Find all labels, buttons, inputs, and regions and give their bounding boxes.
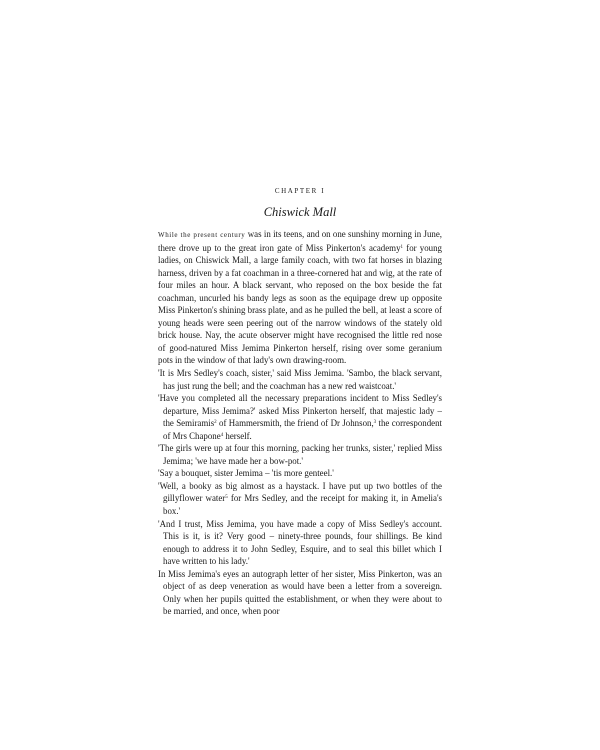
paragraph-text: for young ladies, on Chiswick Mall, a large family coach, with two fat horses in blazing harness, driven by a fat coachman in a three-cornered hat and wig, at the rate of four miles an hour. A black servant, who reposed on the box beside the fat coachman, uncurled his bandy legs as soon as the equipage drew up opposite Miss Pinkerton's shining brass plate, and as he pulled the bell, at least a score of young heads were seen peering out of the narrow windows of the stately old brick house. Nay, the acute observer might have recognised the little red nose of good-natured Miss Jemima Pinkerton herself, rising over some geranium pots in the window of that lady's own drawing-room.	[158, 242, 442, 366]
paragraph: 'And I trust, Miss Jemima, you have made a copy of Miss Sedley's account. This is it, is it? Very good – ninety-three pounds, four shillings. Be kind enough to address it to John Sedley, Esquire, and to seal this billet which I have written to his lady.'	[158, 518, 442, 567]
paragraph-text: 'Have you completed all the necessary preparations incident to Miss Sedley's departure, Miss Jemima?' asked Miss Pinkerton herself, that majestic lady – the Semiramis	[158, 393, 442, 429]
footnote-marker: 2	[214, 420, 217, 426]
paragraph-text: herself.	[223, 430, 252, 441]
paragraph: 'The girls were up at four this morning, packing her trunks, sister,' replied Miss Jemima; 'we have made her a bow-pot.'	[158, 443, 442, 466]
footnote-marker: 3	[373, 420, 377, 426]
paragraph-lead-smallcaps: While the present century	[158, 231, 246, 239]
paragraph	[158, 480, 442, 518]
paragraph-text: of Hammersmith, the friend of Dr Johnson,	[216, 418, 374, 429]
paragraph-text: the correspondent of Mrs Chapone	[163, 418, 442, 441]
paragraph: 'It is Mrs Sedley's coach, sister,' said Miss Jemima. 'Sambo, the black servant, has just rung the bell; and the coachman has a new red waistcoat.'	[158, 368, 442, 391]
footnote-marker: 5	[225, 495, 228, 501]
footnote-marker: 1	[400, 244, 404, 250]
paragraph: In Miss Jemima's eyes an autograph letter of her sister, Miss Pinkerton, was an object of as deep veneration as would have been a letter from a sovereign. Only when her pupils quitted the establishment, or when they were about to be married, and once, when poor	[158, 568, 442, 617]
paragraph-text: 'Well, a booky as big almost as a haystack. I have put up two bottles of the gillyflower water	[158, 480, 442, 504]
chapter-title: Chiswick Mall	[263, 205, 337, 219]
paragraph-text: was in its teens, and on one sunshiny morning in June, there drove up to the great iron gate of Miss Pinkerton's academy	[158, 229, 443, 253]
paragraph-text: for Mrs Sedley, and the receipt for making it, in Amelia's box.'	[163, 493, 442, 517]
chapter-body	[158, 228, 442, 618]
paragraph	[158, 228, 442, 367]
paragraph: 'Say a bouquet, sister Jemima – 'tis more genteel.'	[158, 468, 334, 479]
footnote-marker: 4	[220, 432, 224, 438]
paragraph	[158, 392, 442, 442]
book-page	[158, 0, 442, 750]
chapter-label: CHAPTER I	[274, 187, 326, 195]
